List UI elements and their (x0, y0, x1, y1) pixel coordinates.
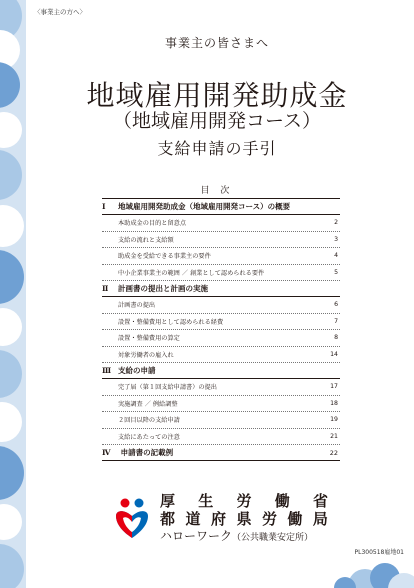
section-title: 申請書の記載例 (120, 448, 174, 457)
toc-section-2[interactable] (102, 281, 340, 297)
toc-item-label: 本助成金の目的と留意点 (118, 220, 187, 228)
toc-section-1[interactable] (102, 199, 340, 215)
section-number: Ⅱ (102, 284, 109, 293)
section-title: 計画書の提出と計画の実施 (118, 284, 208, 293)
toc-item-label: 支給にあたっての注意 (118, 433, 180, 441)
toc-item-page: 18 (330, 399, 338, 407)
hello-work (160, 527, 313, 544)
section-number: Ⅳ (102, 448, 111, 457)
toc-item-page: 21 (330, 432, 338, 440)
toc-item-label: 対象労働者の雇入れ (118, 351, 174, 359)
toc-item-page: 6 (334, 301, 338, 309)
toc-item-label: 助成金を受給できる事業主の要件 (118, 253, 211, 261)
toc-item-page: 19 (330, 416, 338, 424)
toc-item-page: 7 (334, 317, 338, 325)
hello-work-subtitle: （公共職業安定所） (232, 533, 314, 543)
toc-item-label: 実施調査 ／ 例給調整 (118, 400, 178, 408)
toc-item[interactable] (102, 330, 340, 347)
toc-item-page: 5 (334, 268, 338, 276)
toc-item-label: 完了届（第１回支給申請書）の提出 (118, 384, 217, 392)
section-number: Ⅲ (102, 366, 112, 375)
toc-item[interactable] (102, 215, 340, 232)
toc-item[interactable] (102, 314, 340, 331)
toc-item-label: 計画書の提出 (118, 302, 156, 310)
toc-item[interactable] (102, 347, 340, 364)
ministry-name: 厚 生 労 働 省 (160, 492, 328, 510)
toc-item-label: 設置・整備費用の算定 (118, 335, 180, 343)
section-title: 支給の申請 (118, 366, 156, 375)
toc-item[interactable] (102, 379, 340, 396)
guide-title: 支給申請の手引 (157, 139, 277, 158)
toc-item-label: 支給の流れと支給額 (118, 236, 174, 244)
section-page: 22 (329, 448, 338, 457)
bottom-decoration (330, 555, 414, 588)
main-title: 地域雇用開発助成金 (86, 79, 348, 112)
toc-item[interactable] (102, 232, 340, 249)
audience-label: 〈事業主の方へ〉 (34, 8, 86, 16)
toc-item-page: 17 (330, 383, 338, 391)
toc-item[interactable] (102, 265, 340, 282)
toc-section-4[interactable] (102, 445, 340, 461)
toc-item-label: ２回目以降の支給申請 (118, 417, 180, 425)
mhlw-logo (112, 496, 152, 540)
toc-item-page: 2 (334, 219, 338, 227)
toc-item-page: 8 (334, 334, 338, 342)
toc-item-page: 14 (330, 350, 338, 358)
toc-heading: 目 次 (200, 186, 234, 196)
toc-item-label: 設置・整備費用として認められる経費 (118, 318, 224, 326)
toc-item[interactable] (102, 412, 340, 429)
section-number: Ⅰ (102, 202, 106, 211)
ministry-block (112, 490, 332, 546)
recipient-line: 事業主の皆さまへ (164, 36, 269, 50)
section-title: 地域雇用開発助成金（地域雇用開発コース）の概要 (118, 202, 291, 211)
toc-item-page: 3 (334, 235, 338, 243)
prefectural-labor-bureau: 都 道 府 県 労 働 局 (160, 510, 328, 528)
toc-item[interactable] (102, 248, 340, 265)
table-of-contents (102, 198, 340, 461)
toc-item[interactable] (102, 396, 340, 413)
toc-item[interactable] (102, 429, 340, 446)
toc-item-label: 中小企業事業主の範囲 ／ 創業として認められる要件 (118, 269, 265, 277)
toc-item[interactable] (102, 297, 340, 314)
toc-section-3[interactable] (102, 363, 340, 379)
subtitle: （地域雇用開発コース） (112, 110, 322, 132)
toc-item-page: 4 (334, 252, 338, 260)
document-number: PL300518雇地01 (354, 549, 404, 556)
hello-work-name: ハローワーク (160, 529, 233, 543)
